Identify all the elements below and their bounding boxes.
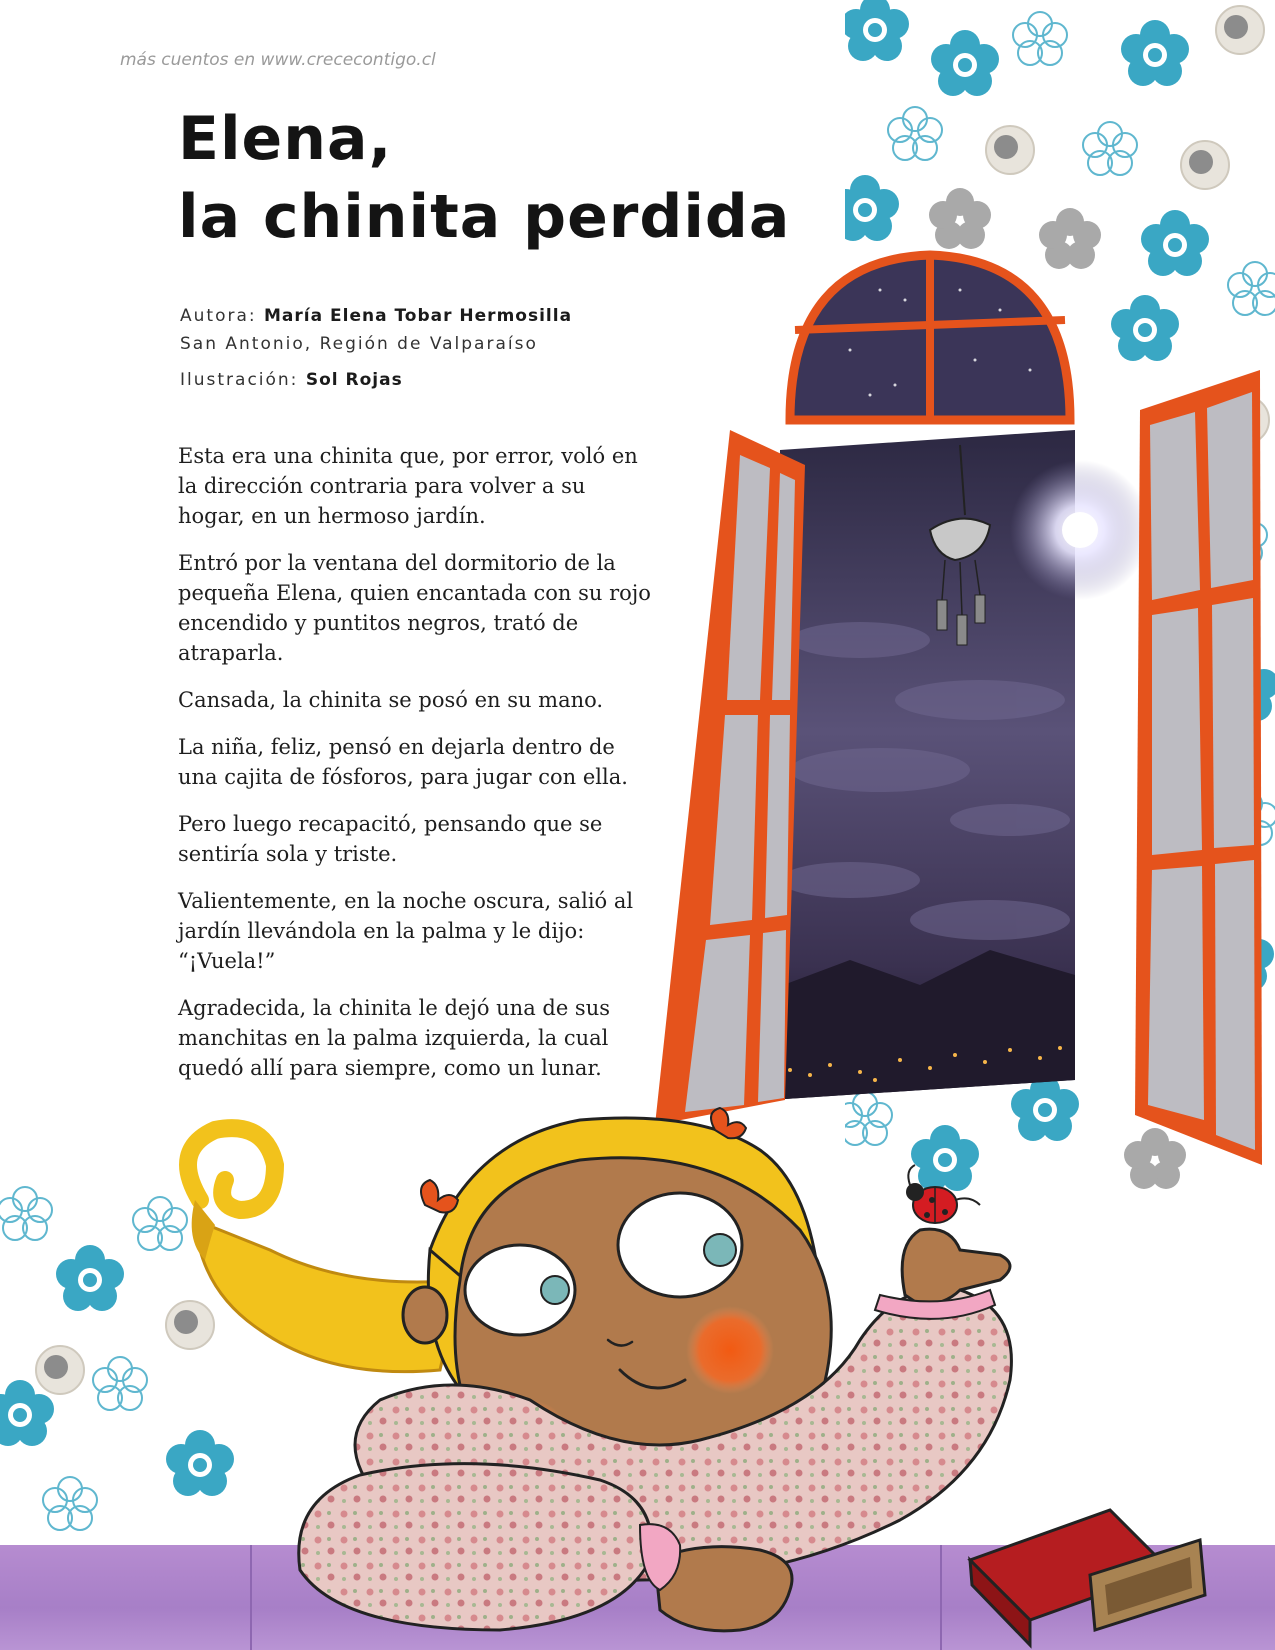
matchbox bbox=[970, 1510, 1205, 1645]
author-row bbox=[180, 302, 572, 330]
hair-bow bbox=[421, 1180, 458, 1213]
author-location: San Antonio, Región de Valparaíso bbox=[180, 334, 538, 354]
story-paragraph: Esta era una chinita que, por error, voló en la dirección contraria para volver a su hogar, en un hermoso jardín. bbox=[178, 444, 638, 528]
illustration-label: Ilustración: bbox=[180, 370, 299, 390]
author-name: María Elena Tobar Hermosilla bbox=[264, 306, 573, 326]
title-line-2: la chinita perdida bbox=[178, 182, 791, 252]
illustrator-name: Sol Rojas bbox=[305, 370, 403, 390]
story-credits bbox=[180, 302, 572, 394]
website-header: más cuentos en www.crececontigo.cl bbox=[120, 50, 436, 70]
ladybug bbox=[906, 1165, 980, 1223]
story-paragraph: Entró por la ventana del dormitorio de la pequeña Elena, quien encantada con su rojo encendido y puntitos negros, trató de atraparla. bbox=[178, 551, 651, 665]
story-paragraph: Agradecida, la chinita le dejó una de sus manchitas en la palma izquierda, la cual quedó allí para siempre, como un lunar. bbox=[178, 996, 611, 1080]
story-paragraph: La niña, feliz, pensó en dejarla dentro de una cajita de fósforos, para jugar con ella. bbox=[178, 735, 628, 789]
author-label: Autora: bbox=[180, 306, 257, 326]
illustrator-row bbox=[180, 366, 572, 394]
story-title bbox=[178, 100, 790, 256]
hair-curl bbox=[188, 1128, 275, 1210]
story-paragraph: Cansada, la chinita se posó en su mano. bbox=[178, 688, 604, 712]
story-paragraph: Pero luego recapacitó, pensando que se sentiría sola y triste. bbox=[178, 812, 603, 866]
story-text bbox=[178, 441, 658, 1100]
raised-hand bbox=[902, 1229, 1010, 1305]
story-paragraph: Valientemente, en la noche oscura, salió al jardín llevándola en la palma y le dijo: “¡Vuela!” bbox=[178, 889, 634, 973]
title-line-1: Elena, bbox=[178, 104, 393, 174]
